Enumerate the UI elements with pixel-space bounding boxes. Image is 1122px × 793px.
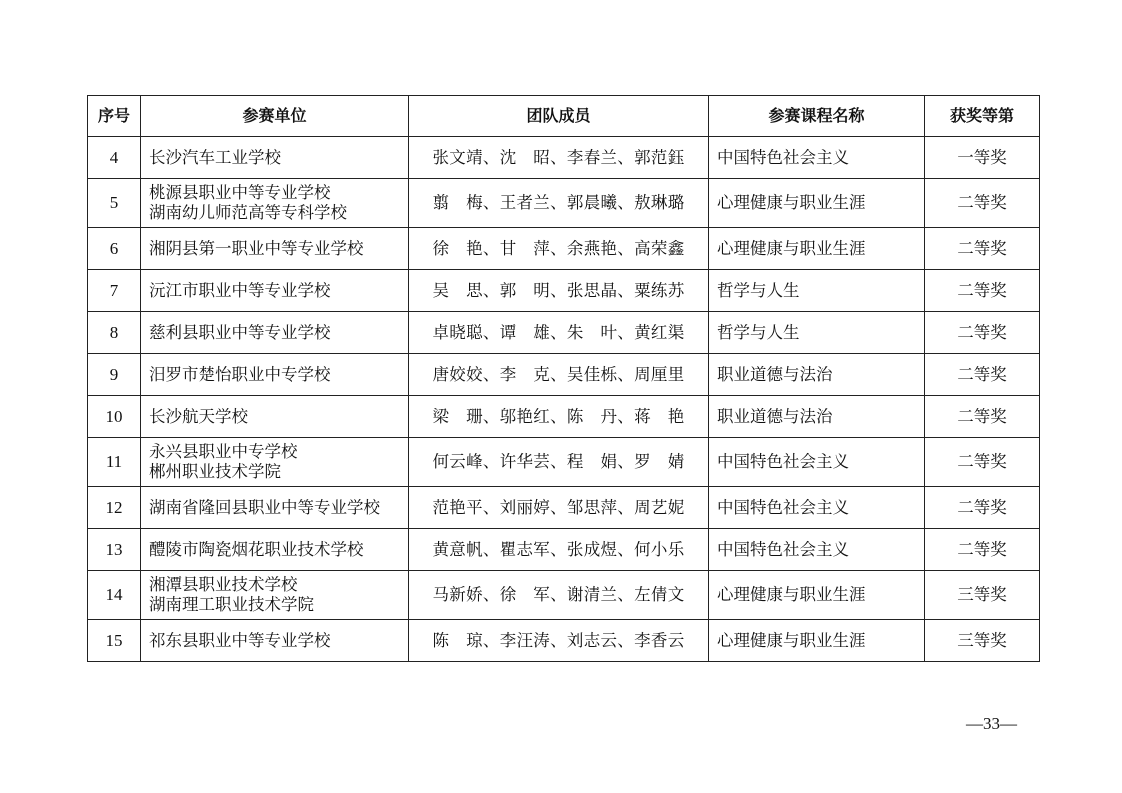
cell-index: 4 (88, 137, 141, 179)
table-row (88, 487, 1040, 529)
cell-course-name: 心理健康与职业生涯 (709, 179, 925, 228)
table-body (88, 137, 1040, 662)
cell-team-members: 范艳平、刘丽婷、邹思萍、周艺妮 (409, 487, 709, 529)
unit-name: 湘潭县职业技术学校 (149, 575, 298, 594)
cell-index: 9 (88, 354, 141, 396)
cell-unit (141, 529, 409, 571)
cell-award-level: 一等奖 (925, 137, 1040, 179)
cell-award-level: 三等奖 (925, 620, 1040, 662)
cell-unit (141, 438, 409, 487)
cell-team-members: 徐 艳、甘 萍、余燕艳、高荣鑫 (409, 228, 709, 270)
cell-unit (141, 228, 409, 270)
cell-team-members: 吴 思、郭 明、张思晶、粟练苏 (409, 270, 709, 312)
header-course-name: 参赛课程名称 (709, 96, 925, 137)
cell-award-level: 二等奖 (925, 487, 1040, 529)
cell-course-name: 中国特色社会主义 (709, 529, 925, 571)
cell-index: 12 (88, 487, 141, 529)
table-header (88, 96, 1040, 137)
cell-index: 5 (88, 179, 141, 228)
cell-award-level: 二等奖 (925, 179, 1040, 228)
header-team-members: 团队成员 (409, 96, 709, 137)
cell-index: 15 (88, 620, 141, 662)
header-unit: 参赛单位 (141, 96, 409, 137)
table-row (88, 270, 1040, 312)
unit-name: 汨罗市楚怡职业中专学校 (149, 364, 331, 384)
header-row (88, 96, 1040, 137)
cell-award-level: 二等奖 (925, 354, 1040, 396)
cell-unit (141, 571, 409, 620)
cell-team-members: 卓晓聪、谭 雄、朱 叶、黄红渠 (409, 312, 709, 354)
cell-course-name: 职业道德与法治 (709, 396, 925, 438)
cell-team-members: 张文靖、沈 昭、李春兰、郭范鈺 (409, 137, 709, 179)
table-row (88, 396, 1040, 438)
unit-name: 湖南省隆回县职业中等专业学校 (149, 497, 380, 517)
table-row (88, 620, 1040, 662)
cell-course-name: 心理健康与职业生涯 (709, 571, 925, 620)
table-row (88, 137, 1040, 179)
unit-name: 湘阴县第一职业中等专业学校 (149, 238, 364, 258)
cell-course-name: 心理健康与职业生涯 (709, 620, 925, 662)
cell-course-name: 心理健康与职业生涯 (709, 228, 925, 270)
cell-unit (141, 354, 409, 396)
cell-team-members: 陈 琼、李汪涛、刘志云、李香云 (409, 620, 709, 662)
cell-award-level: 二等奖 (925, 228, 1040, 270)
cell-team-members: 马新娇、徐 军、谢清兰、左倩文 (409, 571, 709, 620)
cell-award-level: 二等奖 (925, 529, 1040, 571)
table-row (88, 354, 1040, 396)
unit-name: 郴州职业技术学院 (149, 462, 281, 481)
cell-award-level: 三等奖 (925, 571, 1040, 620)
cell-course-name: 哲学与人生 (709, 270, 925, 312)
unit-name: 慈利县职业中等专业学校 (149, 322, 331, 342)
header-award-level: 获奖等第 (925, 96, 1040, 137)
cell-team-members: 黄意帆、瞿志军、张成煜、何小乐 (409, 529, 709, 571)
header-index: 序号 (88, 96, 141, 137)
cell-unit (141, 270, 409, 312)
cell-team-members: 何云峰、许华芸、程 娟、罗 婧 (409, 438, 709, 487)
cell-team-members: 翦 梅、王者兰、郭晨曦、敖琳璐 (409, 179, 709, 228)
cell-course-name: 职业道德与法治 (709, 354, 925, 396)
unit-name: 永兴县职业中专学校 (149, 442, 298, 461)
cell-unit (141, 179, 409, 228)
cell-course-name: 哲学与人生 (709, 312, 925, 354)
cell-index: 8 (88, 312, 141, 354)
cell-index: 10 (88, 396, 141, 438)
cell-index: 6 (88, 228, 141, 270)
table-row (88, 312, 1040, 354)
awards-table (87, 95, 1040, 662)
cell-unit (141, 137, 409, 179)
page-number: —33— (966, 714, 1017, 733)
cell-index: 13 (88, 529, 141, 571)
unit-name: 醴陵市陶瓷烟花职业技术学校 (149, 539, 364, 559)
table-row (88, 438, 1040, 487)
table-row (88, 228, 1040, 270)
unit-name: 长沙汽车工业学校 (149, 147, 281, 167)
unit-name: 湖南理工职业技术学院 (149, 595, 314, 614)
cell-course-name: 中国特色社会主义 (709, 438, 925, 487)
cell-unit (141, 487, 409, 529)
cell-team-members: 唐姣姣、李 克、吴佳栎、周厘里 (409, 354, 709, 396)
cell-index: 7 (88, 270, 141, 312)
cell-award-level: 二等奖 (925, 396, 1040, 438)
unit-name: 桃源县职业中等专业学校 (149, 183, 331, 202)
cell-course-name: 中国特色社会主义 (709, 487, 925, 529)
table-row (88, 179, 1040, 228)
table-row (88, 571, 1040, 620)
unit-name: 沅江市职业中等专业学校 (149, 280, 331, 300)
cell-award-level: 二等奖 (925, 438, 1040, 487)
unit-name: 湖南幼儿师范高等专科学校 (149, 203, 347, 222)
table-row (88, 529, 1040, 571)
cell-unit (141, 396, 409, 438)
cell-index: 11 (88, 438, 141, 487)
cell-unit (141, 312, 409, 354)
cell-course-name: 中国特色社会主义 (709, 137, 925, 179)
cell-award-level: 二等奖 (925, 312, 1040, 354)
cell-unit (141, 620, 409, 662)
unit-name: 长沙航天学校 (149, 406, 248, 426)
cell-index: 14 (88, 571, 141, 620)
cell-team-members: 梁 珊、邬艳红、陈 丹、蒋 艳 (409, 396, 709, 438)
cell-award-level: 二等奖 (925, 270, 1040, 312)
unit-name: 祁东县职业中等专业学校 (149, 630, 331, 650)
